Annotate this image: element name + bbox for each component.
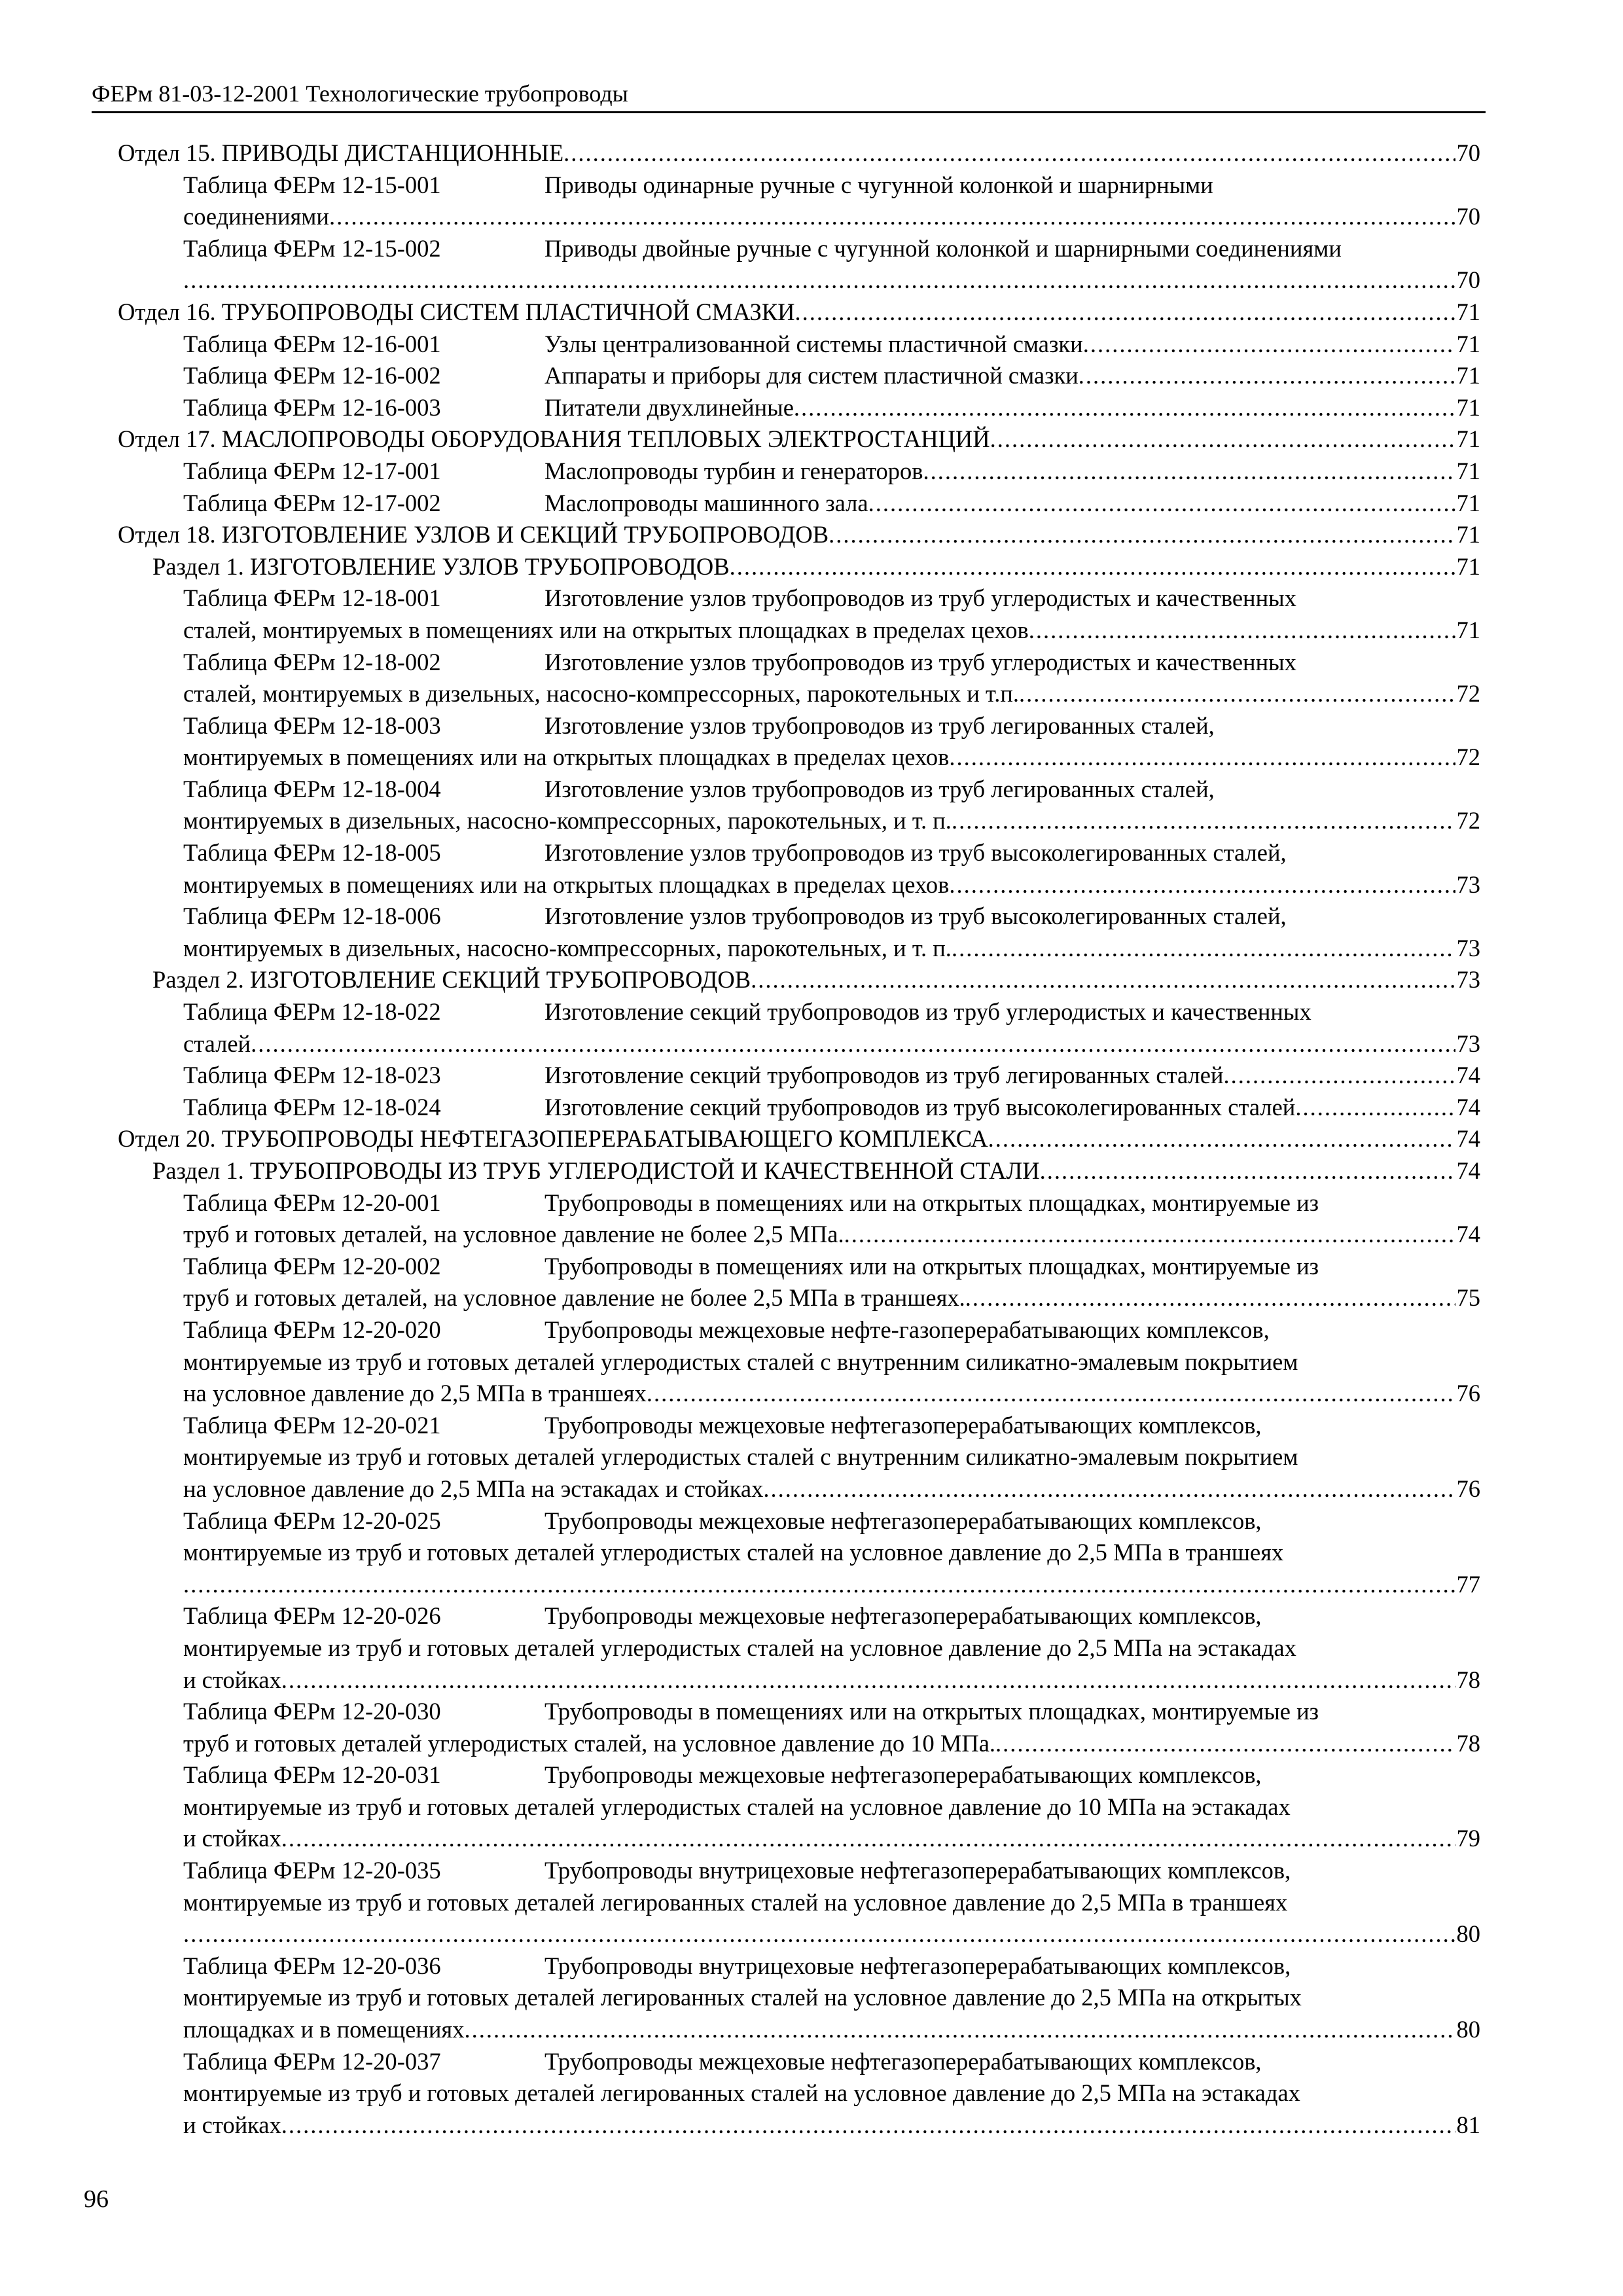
table-code: Таблица ФЕРм 12-18-005 bbox=[183, 839, 441, 867]
toc-section[interactable] bbox=[0, 1123, 1623, 1155]
toc-section[interactable] bbox=[0, 423, 1623, 456]
toc-entry-link[interactable] bbox=[183, 1823, 1480, 1855]
toc-entry-link[interactable] bbox=[118, 423, 1480, 456]
dot-leader bbox=[281, 1664, 1455, 1696]
toc-table-entry[interactable] bbox=[0, 233, 1623, 265]
table-description: Изготовление узлов трубопроводов из труб высоколегированных сталей, bbox=[544, 839, 1287, 867]
page-ref: 71 bbox=[1456, 298, 1480, 325]
toc-table-entry[interactable] bbox=[0, 583, 1623, 615]
entry-text: Отдел 15. ПРИВОДЫ ДИСТАНЦИОННЫЕ bbox=[118, 139, 564, 166]
toc-entry-link[interactable] bbox=[183, 2014, 1480, 2046]
toc-table-entry[interactable] bbox=[0, 1950, 1623, 1982]
dot-leader bbox=[563, 137, 1455, 170]
toc-entry-link[interactable] bbox=[152, 551, 1480, 583]
entry-text: на условное давление до 2,5 МПа на эстакадах и стойках bbox=[183, 1475, 764, 1502]
toc-entry-link[interactable] bbox=[183, 2109, 1480, 2142]
toc-table-entry[interactable] bbox=[0, 1410, 1623, 1442]
toc-table-entry[interactable] bbox=[0, 1696, 1623, 1728]
table-description-cont: монтируемые из труб и готовых деталей углеродистых сталей на условное давление до 10 МПа на эстакадах bbox=[183, 1793, 1291, 1820]
dot-leader bbox=[251, 1028, 1455, 1060]
page-ref: 80 bbox=[1456, 1920, 1480, 1948]
page-ref: 76 bbox=[1456, 1380, 1480, 1407]
toc-section[interactable] bbox=[0, 296, 1623, 329]
table-description: Трубопроводы в помещениях или на открытых площадках, монтируемые из bbox=[544, 1698, 1319, 1725]
table-description: Приводы двойные ручные с чугунной колонкой и шарнирными соединениями bbox=[544, 234, 1342, 262]
toc-table-entry[interactable] bbox=[0, 901, 1623, 933]
table-code: Таблица ФЕРм 12-18-002 bbox=[183, 648, 441, 675]
dot-leader bbox=[281, 1823, 1455, 1855]
dot-leader bbox=[952, 805, 1455, 837]
page-number: 96 bbox=[84, 2185, 109, 2213]
toc-entry-link[interactable] bbox=[118, 519, 1480, 551]
page-ref: 71 bbox=[1456, 616, 1480, 643]
toc-continuation bbox=[0, 1441, 1623, 1473]
page-ref: 73 bbox=[1456, 966, 1480, 994]
table-description: Трубопроводы в помещениях или на открытых площадках, монтируемые из bbox=[544, 1189, 1319, 1216]
entry-text: монтируемых в помещениях или на открытых площадках в пределах цехов bbox=[183, 870, 950, 898]
toc-entry-link[interactable] bbox=[118, 137, 1480, 170]
entry-text: Узлы централизованной системы пластичной смазки bbox=[544, 330, 1083, 357]
page-header bbox=[92, 77, 1486, 113]
entry-text: Питатели двухлинейные bbox=[544, 393, 794, 421]
toc-table-entry[interactable] bbox=[0, 1505, 1623, 1537]
toc-continuation bbox=[0, 1473, 1623, 1505]
table-description: Трубопроводы межцеховые нефтегазоперерабатывающих комплексов, bbox=[544, 1761, 1262, 1789]
toc-table-entry[interactable] bbox=[0, 456, 1623, 488]
toc-entry-link[interactable] bbox=[183, 1569, 1480, 1601]
entry-text: сталей, монтируемых в дизельных, насосно-компрессорных, парокотельных и т.п. bbox=[183, 680, 1020, 708]
toc-table-entry[interactable] bbox=[0, 1600, 1623, 1632]
toc-table-entry[interactable] bbox=[0, 1314, 1623, 1346]
toc-table-entry[interactable] bbox=[0, 360, 1623, 392]
table-code: Таблица ФЕРм 12-20-021 bbox=[183, 1411, 441, 1439]
table-description: Изготовление узлов трубопроводов из труб легированных сталей, bbox=[544, 775, 1215, 802]
toc-table-entry[interactable] bbox=[0, 710, 1623, 742]
dot-leader bbox=[923, 456, 1455, 488]
table-code: Таблица ФЕРм 12-16-003 bbox=[183, 393, 441, 421]
toc-entry-link[interactable] bbox=[183, 1219, 1480, 1251]
page-ref: 70 bbox=[1456, 266, 1480, 294]
dot-leader bbox=[952, 933, 1455, 965]
page-ref: 73 bbox=[1456, 870, 1480, 898]
table-code: Таблица ФЕРм 12-17-002 bbox=[183, 489, 441, 516]
toc-continuation bbox=[0, 1282, 1623, 1314]
table-description: Трубопроводы в помещениях или на открытых площадках, монтируемые из bbox=[544, 1252, 1319, 1280]
table-description-cont: монтируемые из труб и готовых деталей легированных сталей на условное давление до 2,5 МПа на открытых bbox=[183, 1984, 1302, 2011]
page-ref: 80 bbox=[1456, 2016, 1480, 2043]
toc-subsection[interactable] bbox=[0, 551, 1623, 583]
toc-continuation bbox=[0, 1918, 1623, 1950]
table-code: Таблица ФЕРм 12-20-036 bbox=[183, 1952, 441, 1979]
dot-leader bbox=[329, 201, 1455, 233]
table-description: Трубопроводы межцеховые нефтегазоперерабатывающих комплексов, bbox=[544, 1507, 1262, 1534]
table-description: Приводы одинарные ручные с чугунной колонкой и шарнирными bbox=[544, 171, 1213, 198]
dot-leader bbox=[1223, 1060, 1455, 1092]
dot-leader bbox=[868, 488, 1455, 520]
table-code: Таблица ФЕРм 12-16-001 bbox=[183, 330, 441, 357]
page-ref: 81 bbox=[1456, 2111, 1480, 2138]
toc-continuation bbox=[0, 1791, 1623, 1823]
toc-table-entry[interactable] bbox=[0, 774, 1623, 806]
dot-leader bbox=[949, 742, 1455, 774]
page-ref: 72 bbox=[1456, 807, 1480, 834]
entry-text: Изготовление секций трубопроводов из труб высоколегированных сталей bbox=[544, 1093, 1296, 1121]
table-description-cont: монтируемые из труб и готовых деталей углеродистых сталей с внутренним силикатно-эмалевым покрытием bbox=[183, 1348, 1298, 1375]
toc-table-entry[interactable] bbox=[0, 488, 1623, 520]
page-ref: 71 bbox=[1456, 425, 1480, 453]
toc-continuation bbox=[0, 264, 1623, 296]
table-code: Таблица ФЕРм 12-20-025 bbox=[183, 1507, 441, 1534]
toc-continuation bbox=[0, 1982, 1623, 2014]
header-title: ФЕРм 81-03-12-2001 Технологические трубопроводы bbox=[92, 81, 628, 107]
toc-continuation bbox=[0, 1569, 1623, 1601]
dot-leader bbox=[829, 519, 1455, 551]
entry-text: Маслопроводы машинного зала bbox=[544, 489, 868, 516]
table-description: Изготовление узлов трубопроводов из труб легированных сталей, bbox=[544, 711, 1215, 739]
toc-entry-link[interactable] bbox=[118, 296, 1480, 329]
table-description-cont: монтируемые из труб и готовых деталей углеродистых сталей на условное давление до 2,5 МПа на эстакадах bbox=[183, 1634, 1296, 1661]
toc-entry-link[interactable] bbox=[544, 1092, 1480, 1124]
toc-continuation bbox=[0, 1028, 1623, 1060]
table-code: Таблица ФЕРм 12-17-001 bbox=[183, 457, 441, 484]
toc-table-entry[interactable] bbox=[0, 1855, 1623, 1887]
entry-text: на условное давление до 2,5 МПа в траншеях bbox=[183, 1380, 647, 1407]
table-description-cont: монтируемые из труб и готовых деталей легированных сталей на условное давление до 2,5 МПа на эстакадах bbox=[183, 2079, 1300, 2107]
table-code: Таблица ФЕРм 12-18-024 bbox=[183, 1093, 441, 1121]
toc-continuation bbox=[0, 1537, 1623, 1569]
table-code: Таблица ФЕРм 12-20-030 bbox=[183, 1698, 441, 1725]
entry-text: и стойках bbox=[183, 2111, 281, 2138]
table-description: Трубопроводы межцеховые нефтегазоперерабатывающих комплексов, bbox=[544, 1411, 1262, 1439]
dot-leader bbox=[183, 1918, 1455, 1950]
table-description: Изготовление секций трубопроводов из труб углеродистых и качественных bbox=[544, 998, 1311, 1026]
dot-leader bbox=[844, 1219, 1455, 1251]
page-ref: 73 bbox=[1456, 1030, 1480, 1057]
page-ref: 76 bbox=[1456, 1475, 1480, 1502]
entry-text: Раздел 1. ТРУБОПРОВОДЫ ИЗ ТРУБ УГЛЕРОДИСТОЙ И КАЧЕСТВЕННОЙ СТАЛИ bbox=[152, 1157, 1040, 1184]
dot-leader bbox=[949, 869, 1455, 901]
toc-table-entry[interactable] bbox=[0, 392, 1623, 424]
toc-continuation bbox=[0, 201, 1623, 233]
toc-table-entry[interactable] bbox=[0, 647, 1623, 679]
toc-continuation bbox=[0, 2014, 1623, 2046]
dot-leader bbox=[183, 1569, 1455, 1601]
toc-continuation bbox=[0, 1664, 1623, 1696]
toc-entry-link[interactable] bbox=[544, 329, 1480, 361]
toc-section[interactable] bbox=[0, 519, 1623, 551]
page-ref: 74 bbox=[1456, 1093, 1480, 1121]
page-ref: 74 bbox=[1456, 1157, 1480, 1184]
toc-entry-link[interactable] bbox=[544, 1060, 1480, 1092]
page-ref: 71 bbox=[1456, 457, 1480, 484]
table-description: Трубопроводы межцеховые нефтегазоперерабатывающих комплексов, bbox=[544, 1602, 1262, 1630]
dot-leader bbox=[1083, 329, 1455, 361]
table-description-cont: монтируемые из труб и готовых деталей легированных сталей на условное давление до 2,5 МПа в траншеях bbox=[183, 1888, 1288, 1916]
page-ref: 74 bbox=[1456, 1062, 1480, 1089]
dot-leader bbox=[795, 296, 1455, 329]
table-code: Таблица ФЕРм 12-18-001 bbox=[183, 584, 441, 612]
page-ref: 71 bbox=[1456, 330, 1480, 357]
entry-text: труб и готовых деталей, на условное давление не более 2,5 МПа. bbox=[183, 1221, 844, 1248]
toc-entry-link[interactable] bbox=[544, 360, 1480, 392]
toc-entry-link[interactable] bbox=[183, 1664, 1480, 1696]
page-ref: 78 bbox=[1456, 1666, 1480, 1693]
entry-text: труб и готовых деталей углеродистых сталей, на условное давление до 10 МПа. bbox=[183, 1729, 996, 1757]
page-ref: 75 bbox=[1456, 1284, 1480, 1312]
page-ref: 72 bbox=[1456, 744, 1480, 771]
table-description-cont: монтируемые из труб и готовых деталей углеродистых сталей с внутренним силикатно-эмалевым покрытием bbox=[183, 1443, 1298, 1471]
table-description: Трубопроводы межцеховые нефте-газоперерабатывающих комплексов, bbox=[544, 1316, 1270, 1343]
entry-text: Отдел 17. МАСЛОПРОВОДЫ ОБОРУДОВАНИЯ ТЕПЛОВЫХ ЭЛЕКТРОСТАНЦИЙ bbox=[118, 425, 990, 453]
toc-entry-link[interactable] bbox=[544, 392, 1480, 424]
toc-table-entry[interactable] bbox=[0, 2046, 1623, 2078]
toc-entry-link[interactable] bbox=[544, 456, 1480, 488]
page-ref: 70 bbox=[1456, 203, 1480, 230]
dot-leader bbox=[763, 1473, 1455, 1505]
dot-leader bbox=[730, 551, 1455, 583]
entry-text: Аппараты и приборы для систем пластичной смазки bbox=[544, 362, 1079, 389]
toc-table-entry[interactable] bbox=[0, 1759, 1623, 1791]
toc-continuation bbox=[0, 805, 1623, 837]
toc-continuation bbox=[0, 1378, 1623, 1410]
entry-text: Отдел 16. ТРУБОПРОВОДЫ СИСТЕМ ПЛАСТИЧНОЙ СМАЗКИ bbox=[118, 298, 795, 325]
dot-leader bbox=[1040, 1155, 1455, 1187]
entry-text: площадках и в помещениях bbox=[183, 2016, 465, 2043]
toc-entry-link[interactable] bbox=[183, 805, 1480, 837]
entry-text: монтируемых в дизельных, насосно-компрессорных, парокотельных, и т. п. bbox=[183, 807, 952, 834]
dot-leader bbox=[281, 2109, 1455, 2142]
table-description: Изготовление узлов трубопроводов из труб углеродистых и качественных bbox=[544, 648, 1296, 675]
page-ref: 70 bbox=[1456, 139, 1480, 166]
toc-entry-link[interactable] bbox=[183, 1028, 1480, 1060]
table-code: Таблица ФЕРм 12-18-004 bbox=[183, 775, 441, 802]
toc-entry-link[interactable] bbox=[183, 1728, 1480, 1760]
table-code: Таблица ФЕРм 12-20-037 bbox=[183, 2047, 441, 2075]
table-code: Таблица ФЕРм 12-18-003 bbox=[183, 711, 441, 739]
toc-table-entry[interactable] bbox=[0, 837, 1623, 869]
toc-continuation bbox=[0, 1346, 1623, 1378]
toc-continuation bbox=[0, 933, 1623, 965]
toc-entry-link[interactable] bbox=[544, 488, 1480, 520]
toc-entry-link[interactable] bbox=[183, 1378, 1480, 1410]
toc-table-entry[interactable] bbox=[0, 1060, 1623, 1092]
table-code: Таблица ФЕРм 12-18-006 bbox=[183, 903, 441, 930]
dot-leader bbox=[464, 2014, 1455, 2046]
page-ref: 71 bbox=[1456, 362, 1480, 389]
entry-text: соединениями bbox=[183, 203, 329, 230]
table-code: Таблица ФЕРм 12-20-026 bbox=[183, 1602, 441, 1630]
toc-section[interactable] bbox=[0, 137, 1623, 170]
toc-continuation bbox=[0, 869, 1623, 901]
table-code: Таблица ФЕРм 12-20-020 bbox=[183, 1316, 441, 1343]
entry-text: Отдел 18. ИЗГОТОВЛЕНИЕ УЗЛОВ И СЕКЦИЙ ТРУБОПРОВОДОВ bbox=[118, 521, 829, 548]
dot-leader bbox=[751, 964, 1455, 996]
table-code: Таблица ФЕРм 12-20-001 bbox=[183, 1189, 441, 1216]
toc-entry-link[interactable] bbox=[152, 964, 1480, 996]
toc-entry-link[interactable] bbox=[152, 1155, 1480, 1187]
dot-leader bbox=[794, 392, 1455, 424]
dot-leader bbox=[990, 423, 1455, 456]
toc-table-entry[interactable] bbox=[0, 996, 1623, 1028]
page-ref: 71 bbox=[1456, 521, 1480, 548]
toc-continuation bbox=[0, 1887, 1623, 1919]
table-code: Таблица ФЕРм 12-20-002 bbox=[183, 1252, 441, 1280]
entry-text: сталей, монтируемых в помещениях или на открытых площадках в пределах цехов bbox=[183, 616, 1029, 643]
dot-leader bbox=[1029, 615, 1455, 647]
toc-table-entry[interactable] bbox=[0, 1187, 1623, 1219]
table-description: Изготовление узлов трубопроводов из труб высоколегированных сталей, bbox=[544, 903, 1287, 930]
toc-continuation bbox=[0, 2077, 1623, 2109]
table-code: Таблица ФЕРм 12-18-022 bbox=[183, 998, 441, 1026]
toc-entry-link[interactable] bbox=[183, 742, 1480, 774]
entry-text: Изготовление секций трубопроводов из труб легированных сталей bbox=[544, 1062, 1224, 1089]
page-ref: 74 bbox=[1456, 1125, 1480, 1153]
toc-entry-link[interactable] bbox=[183, 1282, 1480, 1314]
page-ref: 71 bbox=[1456, 489, 1480, 516]
toc-table-entry[interactable] bbox=[0, 1092, 1623, 1124]
entry-text: и стойках bbox=[183, 1825, 281, 1852]
toc-continuation bbox=[0, 615, 1623, 647]
toc-table-entry[interactable] bbox=[0, 329, 1623, 361]
toc-continuation bbox=[0, 1632, 1623, 1664]
table-description: Трубопроводы внутрицеховые нефтегазоперерабатывающих комплексов, bbox=[544, 1857, 1291, 1884]
table-code: Таблица ФЕРм 12-18-023 bbox=[183, 1062, 441, 1089]
dot-leader bbox=[647, 1378, 1455, 1410]
entry-text: и стойках bbox=[183, 1666, 281, 1693]
page-ref: 79 bbox=[1456, 1825, 1480, 1852]
toc-continuation bbox=[0, 1823, 1623, 1855]
toc-entry-link[interactable] bbox=[183, 1473, 1480, 1505]
page-ref: 74 bbox=[1456, 1221, 1480, 1248]
dot-leader bbox=[995, 1728, 1455, 1760]
entry-text: монтируемых в дизельных, насосно-компрессорных, парокотельных, и т. п. bbox=[183, 934, 952, 961]
toc-table-entry[interactable] bbox=[0, 170, 1623, 202]
table-code: Таблица ФЕРм 12-15-001 bbox=[183, 171, 441, 198]
dot-leader bbox=[1019, 678, 1455, 710]
toc-entry-link[interactable] bbox=[183, 264, 1480, 296]
toc-entry-link[interactable] bbox=[183, 1918, 1480, 1950]
dot-leader bbox=[183, 264, 1455, 296]
toc-continuation bbox=[0, 1728, 1623, 1760]
entry-text: труб и готовых деталей, на условное давление не более 2,5 МПа в траншеях. bbox=[183, 1284, 965, 1312]
page-ref: 72 bbox=[1456, 680, 1480, 708]
table-of-contents bbox=[0, 137, 1623, 2141]
page-ref: 71 bbox=[1456, 552, 1480, 580]
toc-entry-link[interactable] bbox=[183, 933, 1480, 965]
toc-continuation bbox=[0, 678, 1623, 710]
dot-leader bbox=[988, 1123, 1455, 1155]
toc-entry-link[interactable] bbox=[183, 869, 1480, 901]
table-description: Трубопроводы внутрицеховые нефтегазоперерабатывающих комплексов, bbox=[544, 1952, 1291, 1979]
entry-text: сталей bbox=[183, 1030, 251, 1057]
dot-leader bbox=[1295, 1092, 1455, 1124]
page-ref: 73 bbox=[1456, 934, 1480, 961]
entry-text: Раздел 2. ИЗГОТОВЛЕНИЕ СЕКЦИЙ ТРУБОПРОВОДОВ bbox=[152, 966, 751, 994]
page-ref: 77 bbox=[1456, 1570, 1480, 1598]
table-description-cont: монтируемые из труб и готовых деталей углеродистых сталей на условное давление до 2,5 МПа в траншеях bbox=[183, 1539, 1284, 1566]
entry-text: монтируемых в помещениях или на открытых площадках в пределах цехов bbox=[183, 744, 950, 771]
dot-leader bbox=[965, 1282, 1455, 1314]
toc-continuation bbox=[0, 742, 1623, 774]
table-description: Трубопроводы межцеховые нефтегазоперерабатывающих комплексов, bbox=[544, 2047, 1262, 2075]
entry-text: Отдел 20. ТРУБОПРОВОДЫ НЕФТЕГАЗОПЕРЕРАБАТЫВАЮЩЕГО КОМПЛЕКСА bbox=[118, 1125, 988, 1153]
table-code: Таблица ФЕРм 12-20-035 bbox=[183, 1857, 441, 1884]
table-code: Таблица ФЕРм 12-15-002 bbox=[183, 234, 441, 262]
table-code: Таблица ФЕРм 12-16-002 bbox=[183, 362, 441, 389]
toc-continuation bbox=[0, 2109, 1623, 2142]
toc-subsection[interactable] bbox=[0, 1155, 1623, 1187]
toc-entry-link[interactable] bbox=[183, 201, 1480, 233]
toc-entry-link[interactable] bbox=[183, 615, 1480, 647]
toc-entry-link[interactable] bbox=[183, 678, 1480, 710]
toc-continuation bbox=[0, 1219, 1623, 1251]
table-description: Изготовление узлов трубопроводов из труб углеродистых и качественных bbox=[544, 584, 1296, 612]
toc-entry-link[interactable] bbox=[118, 1123, 1480, 1155]
toc-table-entry[interactable] bbox=[0, 1251, 1623, 1283]
entry-text: Раздел 1. ИЗГОТОВЛЕНИЕ УЗЛОВ ТРУБОПРОВОДОВ bbox=[152, 552, 730, 580]
table-code: Таблица ФЕРм 12-20-031 bbox=[183, 1761, 441, 1789]
page-ref: 71 bbox=[1456, 393, 1480, 421]
dot-leader bbox=[1079, 360, 1455, 392]
toc-subsection[interactable] bbox=[0, 964, 1623, 996]
page-ref: 78 bbox=[1456, 1729, 1480, 1757]
entry-text: Маслопроводы турбин и генераторов bbox=[544, 457, 923, 484]
